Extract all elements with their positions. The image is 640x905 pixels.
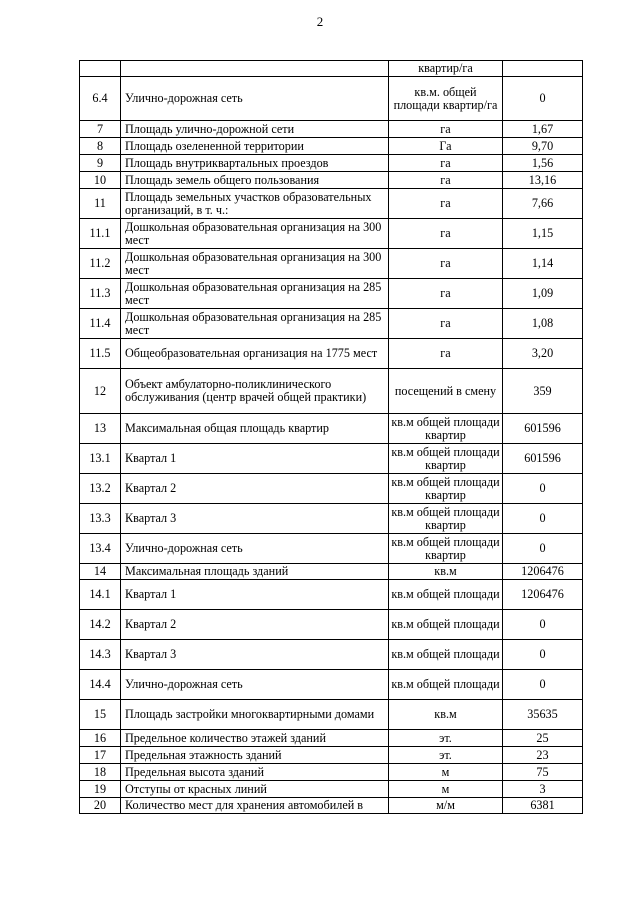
row-unit-cell: м xyxy=(389,781,503,798)
row-value-cell: 1,67 xyxy=(503,121,583,138)
row-description-cell: Площадь застройки многоквартирными домами xyxy=(121,700,389,730)
row-value-cell: 0 xyxy=(503,474,583,504)
indicators-table-body xyxy=(80,61,583,814)
row-description-cell: Максимальная общая площадь квартир xyxy=(121,414,389,444)
table-row xyxy=(80,798,583,814)
table-row xyxy=(80,369,583,414)
table-row xyxy=(80,580,583,610)
row-number-cell: 17 xyxy=(80,747,121,764)
row-description-cell: Улично-дорожная сеть xyxy=(121,534,389,564)
row-number-cell: 12 xyxy=(80,369,121,414)
row-description-cell: Площадь земель общего пользования xyxy=(121,172,389,189)
table-row xyxy=(80,564,583,580)
row-value-cell: 601596 xyxy=(503,444,583,474)
table-row xyxy=(80,700,583,730)
row-description-cell: Квартал 3 xyxy=(121,640,389,670)
row-number-cell: 11.1 xyxy=(80,219,121,249)
row-value-cell: 7,66 xyxy=(503,189,583,219)
row-number-cell: 10 xyxy=(80,172,121,189)
row-description-cell: Предельная высота зданий xyxy=(121,764,389,781)
row-description-cell: Улично-дорожная сеть xyxy=(121,670,389,700)
row-description-cell: Объект амбулаторно-поликлинического обслуживания (центр врачей общей практики) xyxy=(121,369,389,414)
row-number-cell: 14.4 xyxy=(80,670,121,700)
row-unit-cell: кв.м общей площади квартир xyxy=(389,474,503,504)
row-number-cell: 11.3 xyxy=(80,279,121,309)
table-row xyxy=(80,670,583,700)
row-value-cell: 1,14 xyxy=(503,249,583,279)
table-row xyxy=(80,77,583,121)
row-value-cell: 0 xyxy=(503,534,583,564)
table-row xyxy=(80,121,583,138)
row-number-cell: 19 xyxy=(80,781,121,798)
row-unit-cell: га xyxy=(389,249,503,279)
row-description-cell: Площадь внутриквартальных проездов xyxy=(121,155,389,172)
row-unit-cell: квартир/га xyxy=(389,61,503,77)
row-unit-cell: м/м xyxy=(389,798,503,814)
row-value-cell: 1206476 xyxy=(503,580,583,610)
row-value-cell: 0 xyxy=(503,77,583,121)
table-row xyxy=(80,309,583,339)
row-description-cell: Количество мест для хранения автомобилей в xyxy=(121,798,389,814)
row-unit-cell: эт. xyxy=(389,730,503,747)
row-description-cell: Квартал 2 xyxy=(121,474,389,504)
row-number-cell: 7 xyxy=(80,121,121,138)
row-value-cell: 6381 xyxy=(503,798,583,814)
row-number-cell: 6.4 xyxy=(80,77,121,121)
table-row xyxy=(80,339,583,369)
row-number-cell: 16 xyxy=(80,730,121,747)
table-row xyxy=(80,610,583,640)
row-value-cell: 25 xyxy=(503,730,583,747)
row-unit-cell: га xyxy=(389,219,503,249)
table-row xyxy=(80,219,583,249)
table-row xyxy=(80,155,583,172)
row-value-cell: 359 xyxy=(503,369,583,414)
row-value-cell: 0 xyxy=(503,610,583,640)
table-row xyxy=(80,730,583,747)
table-row xyxy=(80,138,583,155)
row-description-cell: Дошкольная образовательная организация на 300 мест xyxy=(121,249,389,279)
row-description-cell: Квартал 2 xyxy=(121,610,389,640)
row-number-cell: 14.2 xyxy=(80,610,121,640)
row-description-cell: Дошкольная образовательная организация на 300 мест xyxy=(121,219,389,249)
row-unit-cell: посещений в смену xyxy=(389,369,503,414)
row-value-cell: 23 xyxy=(503,747,583,764)
row-value-cell: 3,20 xyxy=(503,339,583,369)
row-value-cell: 601596 xyxy=(503,414,583,444)
row-value-cell: 75 xyxy=(503,764,583,781)
row-value-cell: 1,56 xyxy=(503,155,583,172)
row-unit-cell: эт. xyxy=(389,747,503,764)
row-description-cell: Отступы от красных линий xyxy=(121,781,389,798)
row-number-cell: 8 xyxy=(80,138,121,155)
row-unit-cell: га xyxy=(389,339,503,369)
table-row xyxy=(80,444,583,474)
indicators-table xyxy=(79,60,583,814)
row-value-cell: 9,70 xyxy=(503,138,583,155)
row-number-cell: 11.5 xyxy=(80,339,121,369)
row-description-cell: Дошкольная образовательная организация на 285 мест xyxy=(121,279,389,309)
row-description-cell: Улично-дорожная сеть xyxy=(121,77,389,121)
table-row xyxy=(80,61,583,77)
row-unit-cell: кв.м xyxy=(389,564,503,580)
table-row xyxy=(80,172,583,189)
row-value-cell: 0 xyxy=(503,640,583,670)
row-number-cell: 14.3 xyxy=(80,640,121,670)
row-value-cell: 3 xyxy=(503,781,583,798)
row-number-cell: 11 xyxy=(80,189,121,219)
row-value-cell: 13,16 xyxy=(503,172,583,189)
row-description-cell: Квартал 1 xyxy=(121,580,389,610)
row-number-cell: 13.1 xyxy=(80,444,121,474)
page-number: 2 xyxy=(316,14,324,29)
row-number-cell: 20 xyxy=(80,798,121,814)
row-number-cell: 14 xyxy=(80,564,121,580)
row-unit-cell: кв.м xyxy=(389,700,503,730)
row-number-cell: 13.2 xyxy=(80,474,121,504)
row-value-cell xyxy=(503,61,583,77)
row-number-cell: 13.4 xyxy=(80,534,121,564)
row-value-cell: 0 xyxy=(503,670,583,700)
row-value-cell: 0 xyxy=(503,504,583,534)
row-unit-cell: га xyxy=(389,155,503,172)
row-description-cell: Площадь озелененной территории xyxy=(121,138,389,155)
table-row xyxy=(80,504,583,534)
row-unit-cell: кв.м. общей площади квартир/га xyxy=(389,77,503,121)
row-description-cell: Предельная этажность зданий xyxy=(121,747,389,764)
row-unit-cell: Га xyxy=(389,138,503,155)
row-unit-cell: кв.м общей площади квартир xyxy=(389,444,503,474)
row-description-cell: Предельное количество этажей зданий xyxy=(121,730,389,747)
row-value-cell: 1,09 xyxy=(503,279,583,309)
table-row xyxy=(80,640,583,670)
row-unit-cell: га xyxy=(389,189,503,219)
row-value-cell: 1206476 xyxy=(503,564,583,580)
row-description-cell: Дошкольная образовательная организация на 285 мест xyxy=(121,309,389,339)
row-description-cell: Общеобразовательная организация на 1775 мест xyxy=(121,339,389,369)
row-number-cell: 15 xyxy=(80,700,121,730)
row-description-cell: Максимальная площадь зданий xyxy=(121,564,389,580)
row-unit-cell: кв.м общей площади xyxy=(389,640,503,670)
row-value-cell: 35635 xyxy=(503,700,583,730)
table-row xyxy=(80,189,583,219)
row-description-cell: Площадь земельных участков образовательных организаций, в т. ч.: xyxy=(121,189,389,219)
row-value-cell: 1,08 xyxy=(503,309,583,339)
row-description-cell xyxy=(121,61,389,77)
row-description-cell: Квартал 3 xyxy=(121,504,389,534)
table-row xyxy=(80,249,583,279)
row-number-cell: 13.3 xyxy=(80,504,121,534)
table-row xyxy=(80,747,583,764)
row-unit-cell: га xyxy=(389,309,503,339)
table-row xyxy=(80,534,583,564)
row-unit-cell: м xyxy=(389,764,503,781)
row-unit-cell: га xyxy=(389,172,503,189)
row-number-cell: 9 xyxy=(80,155,121,172)
row-unit-cell: кв.м общей площади квартир xyxy=(389,414,503,444)
row-number-cell: 11.4 xyxy=(80,309,121,339)
row-value-cell: 1,15 xyxy=(503,219,583,249)
row-unit-cell: га xyxy=(389,121,503,138)
table-row xyxy=(80,279,583,309)
table-row xyxy=(80,781,583,798)
row-description-cell: Квартал 1 xyxy=(121,444,389,474)
row-unit-cell: га xyxy=(389,279,503,309)
row-unit-cell: кв.м общей площади xyxy=(389,670,503,700)
row-unit-cell: кв.м общей площади xyxy=(389,580,503,610)
table-row xyxy=(80,474,583,504)
row-number-cell: 18 xyxy=(80,764,121,781)
row-number-cell: 13 xyxy=(80,414,121,444)
table-row xyxy=(80,764,583,781)
row-number-cell xyxy=(80,61,121,77)
row-description-cell: Площадь улично-дорожной сети xyxy=(121,121,389,138)
row-number-cell: 11.2 xyxy=(80,249,121,279)
row-unit-cell: кв.м общей площади квартир xyxy=(389,534,503,564)
row-unit-cell: кв.м общей площади xyxy=(389,610,503,640)
row-unit-cell: кв.м общей площади квартир xyxy=(389,504,503,534)
table-row xyxy=(80,414,583,444)
row-number-cell: 14.1 xyxy=(80,580,121,610)
